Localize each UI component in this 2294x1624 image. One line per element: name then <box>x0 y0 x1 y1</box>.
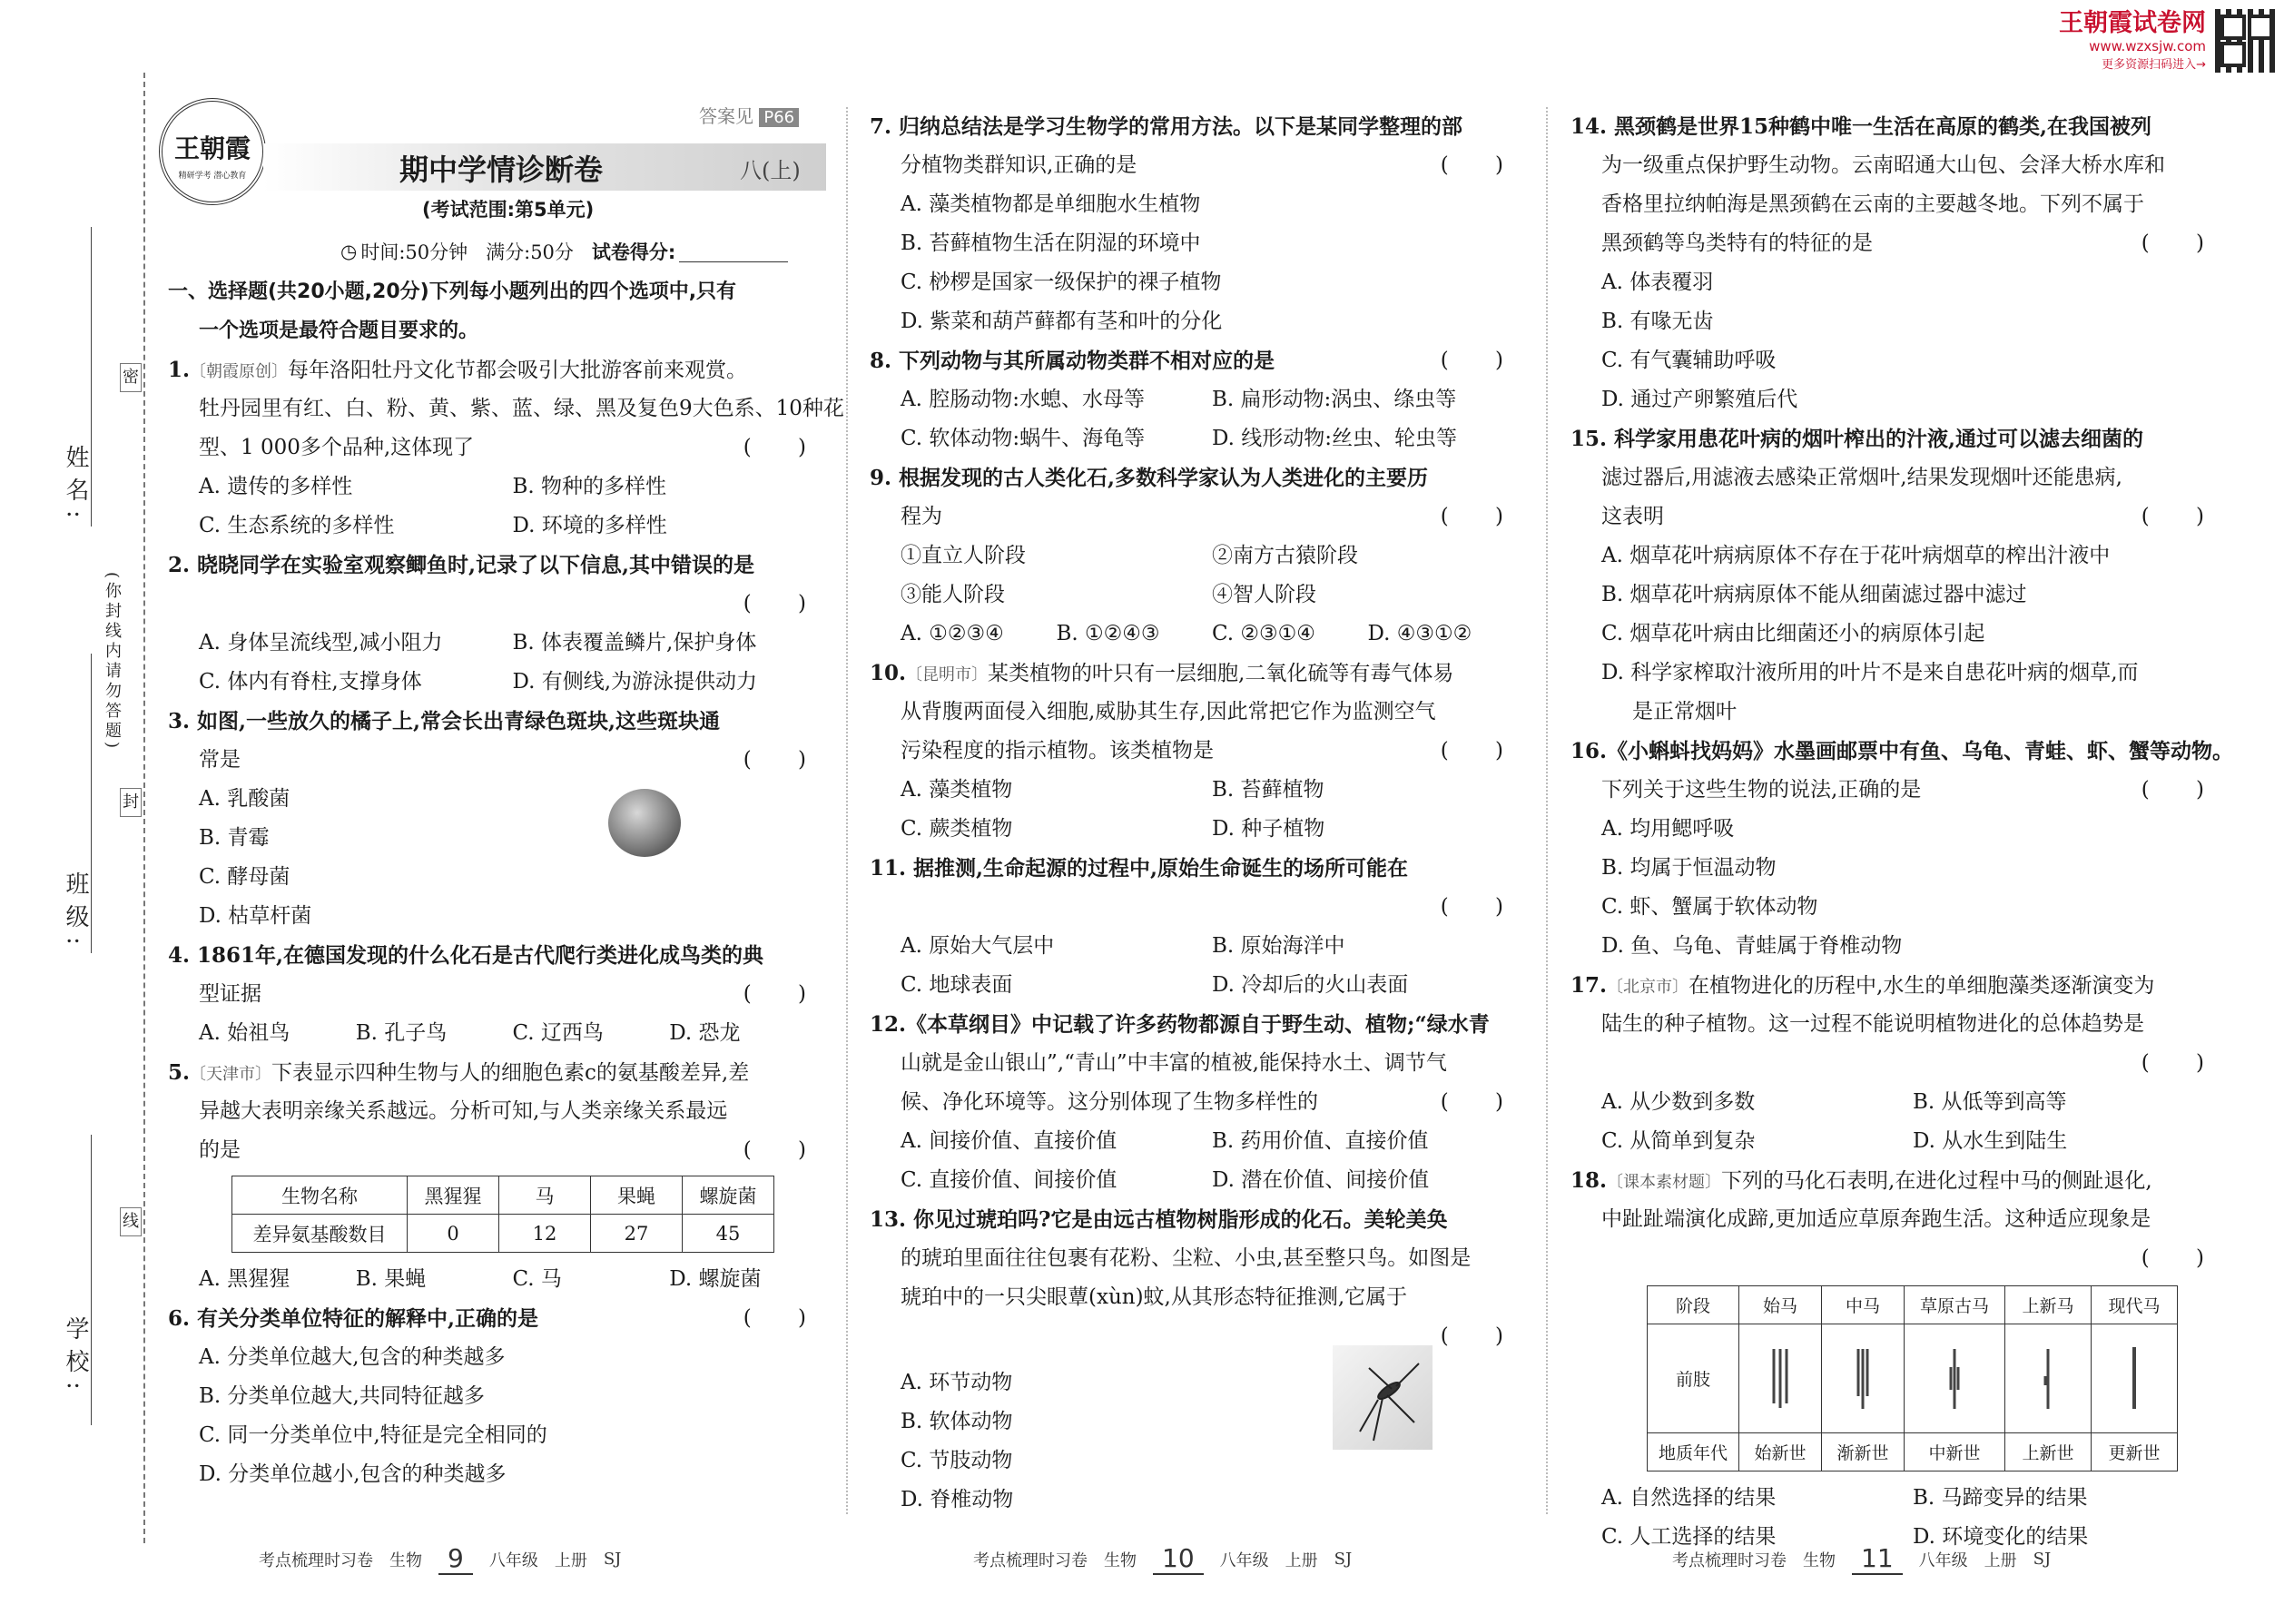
stages <box>870 536 1523 576</box>
class-field[interactable] <box>91 654 92 953</box>
option-a[interactable]: A. 原始大气层中 <box>901 934 1055 958</box>
option-d[interactable]: D. 通过产卵繁殖后代 <box>1601 388 1798 411</box>
question-5: 5.〔天津市〕下表显示四种生物与人的细胞色素c的氨基酸差异,差 <box>168 1060 750 1085</box>
page-title: 期中学情诊断卷 <box>399 153 604 187</box>
options <box>168 1014 826 1053</box>
question-text: 这表明 ( ) <box>1570 497 2224 536</box>
amber-insect-image <box>1333 1345 1433 1450</box>
options <box>870 380 1523 419</box>
answer-paren[interactable]: ( ) <box>743 982 826 1006</box>
binding-line <box>143 73 145 1543</box>
answer-paren[interactable]: ( ) <box>743 1306 826 1330</box>
footer-edition: SJ <box>1334 1550 1353 1569</box>
option-d[interactable]: D. 环境的多样性 <box>512 514 667 537</box>
answer-ref <box>699 102 799 128</box>
table-row-label: 差异氨基酸数目 <box>232 1215 408 1253</box>
option-d[interactable]: D. ④③①② <box>1367 622 1472 645</box>
table-cell: 上新世 <box>2005 1433 2092 1471</box>
question-15: 15. 科学家用患花叶病的烟叶榨出的汁液,通过可以滤去细菌的 <box>1570 427 2144 451</box>
option-c[interactable]: C. 生态系统的多样性 <box>199 514 395 537</box>
question-text <box>1570 1239 2224 1278</box>
question-17: 17.〔北京市〕在植物进化的历程中,水生的单细胞藻类逐渐演变为 <box>1570 973 2155 998</box>
option-b[interactable]: B. 分类单位越大,共同特征越多 <box>199 1384 485 1408</box>
option-a[interactable]: A. 烟草花叶病病原体不存在于花叶病烟草的榨出汁液中 <box>1601 544 2111 567</box>
option-b[interactable]: B. 扁形动物:涡虫、绦虫等 <box>1212 388 1457 411</box>
table-cell: 更新世 <box>2092 1433 2178 1471</box>
stages <box>870 576 1523 615</box>
options <box>168 468 826 507</box>
question-text: 的琥珀里面往往包裹有花粉、尘粒、小虫,甚至整只鸟。如图是 <box>901 1246 1472 1270</box>
option-d[interactable]: D. 螺旋菌 <box>669 1267 762 1291</box>
question-text: 琥珀中的一只尖眼蕈(xùn)蚊,从其形态特征推测,它属于 <box>901 1285 1408 1309</box>
table-header: 马 <box>499 1176 591 1215</box>
options <box>870 1161 1523 1200</box>
page-number: 10 <box>1153 1543 1204 1575</box>
question-1: 1.〔朝霞原创〕每年洛阳牡丹文化节都会吸引大批游客前来观赏。 <box>168 358 748 382</box>
options <box>870 810 1523 849</box>
option-c[interactable]: C. 从简单到复杂 <box>1601 1129 1756 1153</box>
qr-code-icon[interactable] <box>2215 9 2279 73</box>
footer-subject: 生物 <box>1803 1550 1836 1570</box>
column-3 <box>1570 107 2234 1557</box>
column-1 <box>168 272 844 1494</box>
binding-mark-feng: 封 <box>120 788 142 817</box>
question-text: 黑颈鹤等鸟类特有的特征的是 ( ) <box>1570 224 2224 263</box>
source-tag: 〔朝霞原创〕 <box>190 362 289 381</box>
question-text: 分植物类群知识,正确的是 ( ) <box>870 146 1523 185</box>
option-d[interactable]: D. 潜在价值、间接价值 <box>1212 1168 1430 1192</box>
source-tag: 〔天津市〕 <box>190 1065 272 1084</box>
footer-series: 考点梳理时习卷 <box>259 1550 373 1570</box>
question-text <box>168 585 826 624</box>
question-text: 山就是金山银山”,“青山”中丰富的植被,能保持水土、调节气 <box>901 1051 1447 1075</box>
question-10: 10.〔昆明市〕某类植物的叶只有一层细胞,二氧化硫等有毒气体易 <box>870 661 1454 685</box>
table-cell: 27 <box>591 1215 683 1253</box>
option-c[interactable]: C. 蕨类植物 <box>901 817 1013 841</box>
option-d[interactable]: D. 脊椎动物 <box>901 1488 1014 1511</box>
grade-tag: 八(上) <box>740 158 801 183</box>
table-header: 生物名称 <box>232 1176 408 1215</box>
column-divider <box>846 107 848 1514</box>
answer-paren[interactable]: ( ) <box>2141 1051 2224 1075</box>
exam-info <box>340 238 788 265</box>
option-d[interactable]: D. 鱼、乌龟、青蛙属于脊椎动物 <box>1601 934 1903 958</box>
question-text: 的是 ( ) <box>168 1131 826 1170</box>
option-d[interactable]: D. 科学家榨取汁液所用的叶片不是来自患花叶病的烟草,而 <box>1601 661 2139 684</box>
source-tag: 〔昆明市〕 <box>906 665 989 684</box>
option-c[interactable]: C. 虾、蟹属于软体动物 <box>1601 895 1818 919</box>
forelimb-icon <box>1905 1324 2005 1433</box>
school-label: 学校: <box>62 1316 89 1399</box>
stage-4: ④智人阶段 <box>1212 583 1316 606</box>
table-header: 螺旋菌 <box>683 1176 774 1215</box>
option-c[interactable]: C. 同一分类单位中,特征是完全相同的 <box>199 1423 547 1447</box>
option-c[interactable]: C. 节肢动物 <box>901 1449 1013 1472</box>
logo-text: 王朝霞 <box>173 133 251 163</box>
forelimb-icon <box>2005 1324 2092 1433</box>
page-footer <box>259 1543 621 1575</box>
stage-1: ①直立人阶段 <box>901 544 1026 567</box>
option-b[interactable]: B. 原始海洋中 <box>1212 934 1345 958</box>
table-header: 始马 <box>1739 1286 1822 1324</box>
option-c[interactable]: C. 软体动物:蜗牛、海龟等 <box>901 427 1146 450</box>
option-d-cont: 是正常烟叶 <box>1632 700 1737 723</box>
option-d[interactable]: D. 有侧线,为游泳提供动力 <box>512 670 758 694</box>
table-cell: 12 <box>499 1215 591 1253</box>
option-d[interactable]: D. 种子植物 <box>1212 817 1325 841</box>
table-header: 黑猩猩 <box>408 1176 499 1215</box>
question-text: 程为 ( ) <box>870 497 1523 536</box>
mosquito-icon <box>1333 1345 1433 1450</box>
options <box>870 966 1523 1005</box>
options <box>1570 1479 2224 1518</box>
answer-paren[interactable]: ( ) <box>743 1138 826 1162</box>
option-b[interactable]: B. 体表覆盖鳞片,保护身体 <box>512 631 757 655</box>
question-text: 牡丹园里有红、白、粉、黄、紫、蓝、绿、黑及复色9大色系、10种花 <box>199 397 844 420</box>
option-b[interactable]: B. 马蹄变异的结果 <box>1913 1486 2088 1510</box>
binding-mark-mi: 密 <box>120 363 142 392</box>
table-row-label: 地质年代 <box>1648 1433 1739 1471</box>
question-18: 18.〔课本素材题〕下列的马化石表明,在进化过程中马的侧趾退化, <box>1570 1168 2152 1193</box>
option-b[interactable]: B. 均属于恒温动物 <box>1601 856 1777 880</box>
stage-2: ②南方古猿阶段 <box>1212 544 1358 567</box>
brand-name: 王朝霞试卷网 <box>2059 9 2206 37</box>
answer-paren[interactable]: ( ) <box>1440 1324 1523 1348</box>
option-b[interactable]: B. ①②④③ <box>1056 622 1160 645</box>
option-d[interactable]: D. 紫菜和葫芦藓都有茎和叶的分化 <box>901 310 1223 333</box>
forelimb-icon <box>1822 1324 1905 1433</box>
option-a[interactable]: A. 从少数到多数 <box>1601 1090 1756 1114</box>
answer-paren[interactable]: ( ) <box>1440 153 1523 177</box>
question-14: 14. 黑颈鹤是世界15种鹤中唯一生活在高原的鹤类,在我国被列 <box>1570 114 2152 139</box>
options <box>870 419 1523 458</box>
score-field[interactable] <box>679 241 788 262</box>
question-13: 13. 你见过琥珀吗?它是由远古植物树脂形成的化石。美轮美奂 <box>870 1207 1448 1232</box>
question-7: 7. 归纳总结法是学习生物学的常用方法。以下是某同学整理的部 <box>870 114 1463 139</box>
question-text: 陆生的种子植物。这一过程不能说明植物进化的总体趋势是 <box>1601 1012 2144 1036</box>
question-2: 2. 晓晓同学在实验室观察鲫鱼时,记录了以下信息,其中错误的是 <box>168 553 755 577</box>
footer-edition: SJ <box>603 1550 622 1569</box>
score-info: 满分:50分 <box>486 241 574 263</box>
footer-series: 考点梳理时习卷 <box>1672 1550 1787 1570</box>
q5-table <box>231 1176 774 1253</box>
option-c[interactable]: C. 辽西鸟 <box>512 1021 604 1045</box>
options <box>168 507 826 546</box>
table-cell: 渐新世 <box>1822 1433 1905 1471</box>
section-heading: 一、选择题(共20小题,20分)下列每小题列出的四个选项中,只有 <box>168 281 737 303</box>
question-text: 异越大表明亲缘关系越远。分析可知,与人类亲缘关系最远 <box>199 1099 728 1123</box>
answer-paren[interactable]: ( ) <box>1440 349 1523 372</box>
answer-paren[interactable]: ( ) <box>1440 505 1523 528</box>
answer-paren[interactable]: ( ) <box>1440 739 1523 763</box>
option-a[interactable]: A. 体表覆羽 <box>1601 271 1714 294</box>
option-c[interactable]: C. 体内有脊柱,支撑身体 <box>199 670 422 694</box>
question-4: 4. 1861年,在德国发现的什么化石是古代爬行类进化成鸟类的典 <box>168 943 764 968</box>
horse-fossil-table <box>1647 1285 2178 1471</box>
options <box>168 624 826 663</box>
option-d[interactable]: D. 线形动物:丝虫、轮虫等 <box>1212 427 1457 450</box>
logo-motto: 精研学考 潜心教育 <box>178 172 247 181</box>
option-a[interactable]: A. 身体呈流线型,减小阻力 <box>199 631 443 655</box>
option-a[interactable]: A. 遗传的多样性 <box>199 475 353 498</box>
question-3: 3. 如图,一些放久的橘子上,常会长出青绿色斑块,这些斑块通 <box>168 709 721 733</box>
section-heading: 一个选项是最符合题目要求的。 <box>199 320 479 342</box>
options <box>870 771 1523 810</box>
footer-term: 上册 <box>1984 1550 2017 1570</box>
option-d[interactable]: D. 枯草杆菌 <box>199 904 312 928</box>
options <box>870 615 1523 654</box>
column-2 <box>870 107 1523 1520</box>
option-b[interactable]: B. 药用价值、直接价值 <box>1212 1129 1429 1153</box>
answer-paren[interactable]: ( ) <box>2141 231 2224 255</box>
table-header: 草原古马 <box>1905 1286 2005 1324</box>
option-c[interactable]: C. 人工选择的结果 <box>1601 1525 1777 1549</box>
table-header: 果蝇 <box>591 1176 683 1215</box>
question-8: 8. 下列动物与其所属动物类群不相对应的是 ( ) <box>870 341 1523 380</box>
option-a[interactable]: A. 均用鳃呼吸 <box>1601 817 1735 841</box>
table-cell: 始新世 <box>1739 1433 1822 1471</box>
question-text: 型证据 ( ) <box>168 975 826 1014</box>
option-c[interactable]: C. 桫椤是国家一级保护的裸子植物 <box>901 271 1222 294</box>
options <box>168 663 826 702</box>
option-d[interactable]: D. 从水生到陆生 <box>1913 1129 2068 1153</box>
answer-paren[interactable]: ( ) <box>743 748 826 772</box>
brand-scan-hint: 更多资源扫码进入→ <box>2102 58 2206 72</box>
option-c[interactable]: C. 有气囊辅助呼吸 <box>1601 349 1777 372</box>
option-b[interactable]: B. 苔藓植物生活在阴湿的环境中 <box>901 231 1201 255</box>
option-b[interactable]: B. 烟草花叶病病原体不能从细菌滤过器中滤过 <box>1601 583 2027 606</box>
option-c[interactable]: C. 烟草花叶病由比细菌还小的病原体引起 <box>1601 622 1985 645</box>
answer-paren[interactable]: ( ) <box>743 592 826 615</box>
options <box>870 927 1523 966</box>
question-9: 9. 根据发现的古人类化石,多数科学家认为人类进化的主要历 <box>870 466 1429 490</box>
answer-paren[interactable]: ( ) <box>2141 1246 2224 1270</box>
answer-paren[interactable]: ( ) <box>1440 1090 1523 1114</box>
answer-paren[interactable]: ( ) <box>2141 778 2224 802</box>
exam-scope: (考试范围:第5单元) <box>422 199 595 221</box>
option-b[interactable]: B. 果蝇 <box>355 1267 427 1291</box>
option-a[interactable]: A. ①②③④ <box>901 622 1004 645</box>
answer-paren[interactable]: ( ) <box>743 436 826 459</box>
table-cell: 45 <box>683 1215 774 1253</box>
header-logo <box>159 98 266 205</box>
score-label: 试卷得分: <box>591 241 676 263</box>
footer-term: 上册 <box>554 1550 587 1570</box>
name-label: 姓名: <box>62 445 89 527</box>
options <box>870 1122 1523 1161</box>
options <box>168 1260 826 1299</box>
binding-notice: (你封线内请勿答题) <box>103 572 122 753</box>
option-a[interactable]: A. 腔肠动物:水螅、水母等 <box>901 388 1145 411</box>
binding-mark-xian: 线 <box>120 1207 142 1236</box>
option-b[interactable]: B. 从低等到高等 <box>1913 1090 2067 1114</box>
option-a[interactable]: A. 藻类植物都是单细胞水生植物 <box>901 192 1201 216</box>
footer-grade: 八年级 <box>1219 1550 1269 1570</box>
table-header: 中马 <box>1822 1286 1905 1324</box>
school-field[interactable] <box>91 1135 92 1425</box>
clock-icon: ◷ <box>340 241 358 262</box>
option-d[interactable]: D. 冷却后的火山表面 <box>1212 973 1409 997</box>
option-b[interactable]: B. 孔子鸟 <box>355 1021 448 1045</box>
question-text: 候、净化环境等。这分别体现了生物多样性的 ( ) <box>870 1083 1523 1122</box>
question-16: 16.《小蝌蚪找妈妈》水墨画邮票中有鱼、乌龟、青蛙、虾、蟹等动物。 <box>1570 739 2234 763</box>
question-11: 11. 据推测,生命起源的过程中,原始生命诞生的场所可能在 <box>870 856 1409 881</box>
source-tag: 〔课本素材题〕 <box>1607 1173 1722 1192</box>
footer-subject: 生物 <box>389 1550 422 1570</box>
footer-grade: 八年级 <box>488 1550 538 1570</box>
footer-term: 上册 <box>1285 1550 1318 1570</box>
table-header: 阶段 <box>1648 1286 1739 1324</box>
column-divider <box>1546 107 1548 1514</box>
option-c[interactable]: C. 地球表面 <box>901 973 1013 997</box>
option-c[interactable]: C. 马 <box>512 1267 562 1291</box>
question-text: 从背腹两面侵入细胞,威胁其生存,因此常把它作为监测空气 <box>901 700 1436 723</box>
option-a[interactable]: A. 分类单位越大,包含的种类越多 <box>199 1345 506 1369</box>
table-cell: 0 <box>408 1215 499 1253</box>
options <box>1570 1083 2224 1122</box>
stage-3: ③能人阶段 <box>901 583 1005 606</box>
option-a[interactable]: A. 黑猩猩 <box>199 1267 290 1291</box>
option-c[interactable]: C. ②③①④ <box>1212 622 1315 645</box>
option-b[interactable]: B. 青霉 <box>199 826 270 850</box>
option-c[interactable]: C. 直接价值、间接价值 <box>901 1168 1117 1192</box>
time-info: 时间:50分钟 <box>360 241 468 263</box>
option-d[interactable]: D. 分类单位越小,包含的种类越多 <box>199 1462 507 1486</box>
options <box>1570 1122 2224 1161</box>
table-row-label: 前肢 <box>1648 1324 1739 1433</box>
footer-grade: 八年级 <box>1918 1550 1968 1570</box>
question-text: 滤过器后,用滤液去感染正常烟叶,结果发现烟叶还能患病, <box>1601 466 2122 489</box>
option-a[interactable]: A. 环节动物 <box>901 1371 1013 1394</box>
footer-edition: SJ <box>2033 1550 2052 1569</box>
page-number: 9 <box>438 1543 473 1575</box>
option-b[interactable]: B. 苔藓植物 <box>1212 778 1324 802</box>
brand-url: www.wzxsjw.com <box>2089 38 2206 54</box>
option-b[interactable]: B. 物种的多样性 <box>512 475 667 498</box>
name-field[interactable] <box>91 227 92 527</box>
forelimb-icon <box>2092 1324 2178 1433</box>
answer-paren[interactable]: ( ) <box>1440 895 1523 919</box>
option-c[interactable]: C. 酵母菌 <box>199 865 290 889</box>
forelimb-icon <box>1739 1324 1822 1433</box>
question-12: 12.《本草纲目》中记载了许多药物都源自于野生动、植物;“绿水青 <box>870 1012 1490 1037</box>
answer-ref-label: 答案见 <box>699 105 753 127</box>
question-6: 6. 有关分类单位特征的解释中,正确的是 ( ) <box>168 1299 826 1338</box>
table-header: 现代马 <box>2092 1286 2178 1324</box>
option-b[interactable]: B. 有喙无齿 <box>1601 310 1714 333</box>
class-label: 班级: <box>62 871 89 954</box>
question-text <box>1570 1044 2224 1083</box>
page-footer <box>1672 1543 2051 1575</box>
source-tag: 〔北京市〕 <box>1607 978 1689 997</box>
option-a[interactable]: A. 始祖鸟 <box>199 1021 290 1045</box>
question-text: 污染程度的指示植物。该类植物是 ( ) <box>870 732 1523 771</box>
option-a[interactable]: A. 乳酸菌 <box>199 787 290 811</box>
orange-image <box>608 789 681 857</box>
answer-ref-page: P66 <box>759 108 799 127</box>
question-text: 型、1 000多个品种,这体现了 ( ) <box>168 428 826 468</box>
question-text: 中趾趾端演化成蹄,更加适应草原奔跑生活。这种适应现象是 <box>1601 1207 2151 1231</box>
question-text: 香格里拉纳帕海是黑颈鹤在云南的主要越冬地。下列不属于 <box>1601 192 2144 216</box>
table-cell: 中新世 <box>1905 1433 2005 1471</box>
footer-series: 考点梳理时习卷 <box>973 1550 1088 1570</box>
question-text: 常是 ( ) <box>168 741 826 780</box>
question-text: 下列关于这些生物的说法,正确的是 ( ) <box>1570 771 2224 810</box>
page-number: 11 <box>1852 1543 1903 1575</box>
answer-paren[interactable]: ( ) <box>2141 505 2224 528</box>
option-a[interactable]: A. 间接价值、直接价值 <box>901 1129 1117 1153</box>
page-footer <box>973 1543 1352 1575</box>
option-b[interactable]: B. 软体动物 <box>901 1410 1013 1433</box>
option-a[interactable]: A. 自然选择的结果 <box>1601 1486 1777 1510</box>
question-text: 为一级重点保护野生动物。云南昭通大山包、会泽大桥水库和 <box>1601 153 2165 177</box>
table-header: 上新马 <box>2005 1286 2092 1324</box>
option-d[interactable]: D. 环境变化的结果 <box>1913 1525 2089 1549</box>
question-text <box>870 888 1523 927</box>
option-d[interactable]: D. 恐龙 <box>669 1021 741 1045</box>
option-a[interactable]: A. 藻类植物 <box>901 778 1013 802</box>
brand-block <box>2024 9 2206 72</box>
footer-subject: 生物 <box>1104 1550 1137 1570</box>
